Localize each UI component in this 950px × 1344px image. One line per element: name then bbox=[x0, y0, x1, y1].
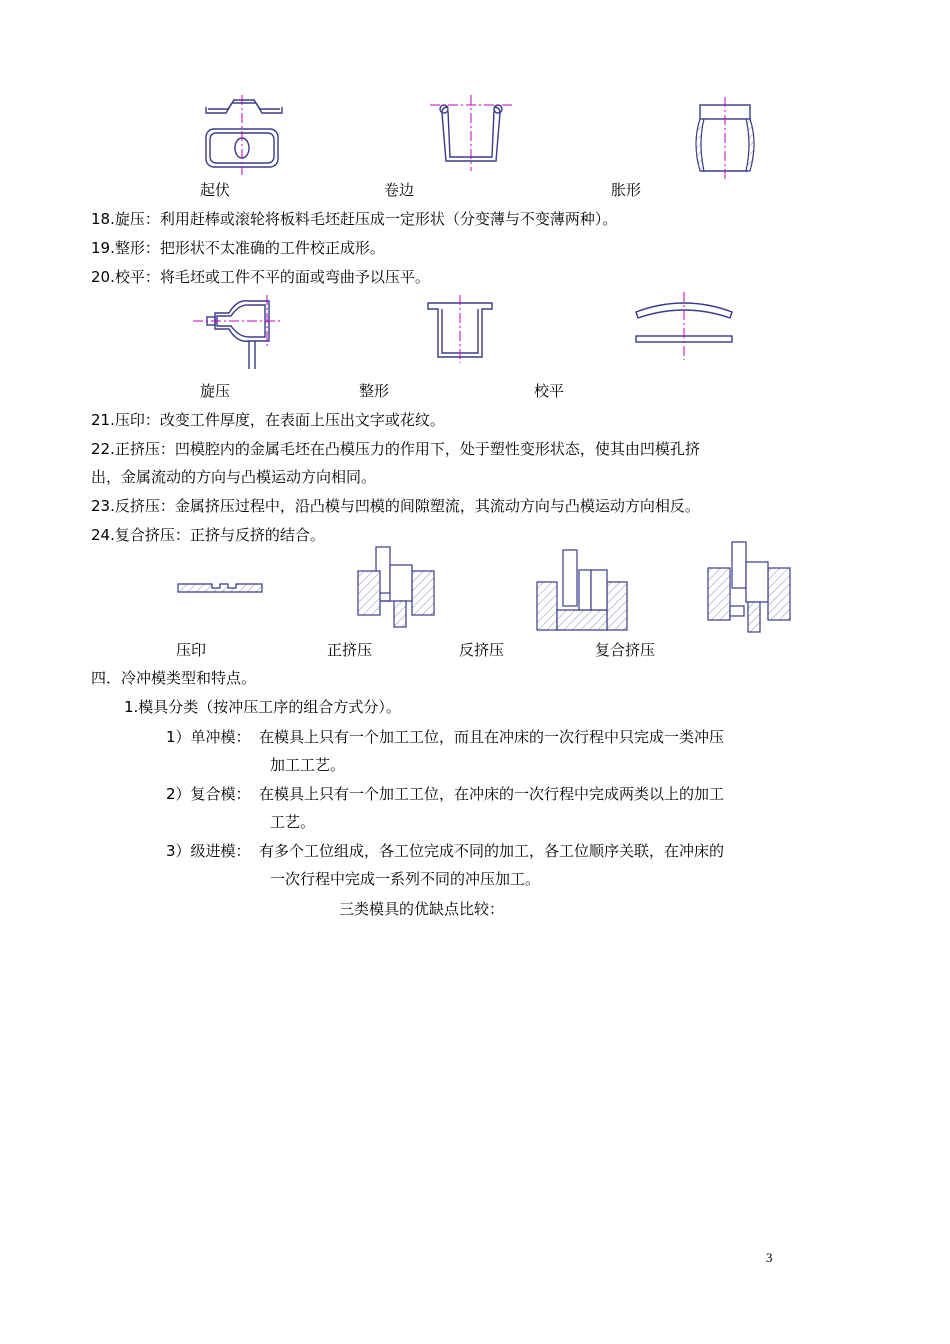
item-23-backward-extrusion: 23.反挤压：金属挤压过程中，沿凸模与凹模的间隙塑流，其流动方向与凸模运动方向相反。 bbox=[91, 497, 700, 515]
list-item-1-label: 1）单冲模： bbox=[166, 728, 251, 746]
caption-forward-extrusion: 正挤压 bbox=[327, 641, 373, 659]
list-item-2-line2: 工艺。 bbox=[270, 813, 316, 831]
item-22-forward-extrusion-line1: 22.正挤压：凹模腔内的金属毛坯在凸模压力的作用下，处于塑性变形状态，使其由凹模孔挤 bbox=[91, 440, 700, 458]
caption-combined-extrusion: 复合挤压 bbox=[595, 641, 656, 659]
item-18-spinning: 18.旋压：利用赶棒或滚轮将板料毛坯赶压成一定形状（分变薄与不变薄两种）。 bbox=[91, 210, 618, 228]
coining-diagram bbox=[176, 578, 266, 598]
caption-spinning: 旋压 bbox=[200, 382, 231, 400]
list-item-2-label: 2）复合模： bbox=[166, 785, 251, 803]
caption-curling: 卷边 bbox=[384, 181, 415, 199]
caption-backward-extrusion: 反挤压 bbox=[459, 641, 505, 659]
item-21-coining: 21.压印：改变工件厚度，在表面上压出文字或花纹。 bbox=[91, 411, 445, 429]
caption-flattening: 校平 bbox=[534, 382, 565, 400]
flattening-diagram bbox=[630, 292, 740, 362]
item-20-flattening: 20.校平：将毛坯或工件不平的面或弯曲予以压平。 bbox=[91, 268, 430, 286]
forward-extrusion-diagram bbox=[356, 545, 436, 630]
list-item-3-line2: 一次行程中完成一系列不同的冲压加工。 bbox=[270, 870, 541, 888]
spinning-diagram bbox=[193, 295, 283, 375]
caption-coining: 压印 bbox=[176, 641, 207, 659]
bulging-diagram bbox=[690, 95, 770, 180]
backward-extrusion-diagram bbox=[535, 548, 630, 633]
combined-extrusion-diagram bbox=[706, 540, 796, 635]
item-24-combined-extrusion: 24.复合挤压：正挤与反挤的结合。 bbox=[91, 526, 325, 544]
list-item-2-line1: 在模具上只有一个加工工位，在冲床的一次行程中完成两类以上的加工 bbox=[259, 785, 725, 803]
comparison-title: 三类模具的优缺点比较： bbox=[339, 900, 505, 918]
item-22-forward-extrusion-line2: 出，金属流动的方向与凸模运动方向相同。 bbox=[91, 468, 377, 486]
curling-diagram bbox=[430, 95, 520, 175]
section-4-heading: 四．冷冲模类型和特点。 bbox=[91, 669, 257, 687]
list-item-1-line1: 在模具上只有一个加工工位，而且在冲床的一次行程中只完成一类冲压 bbox=[259, 728, 725, 746]
page-number: 3 bbox=[766, 1250, 773, 1265]
list-item-3-label: 3）级进模： bbox=[166, 842, 251, 860]
sizing-diagram bbox=[424, 295, 504, 365]
list-item-1-line2: 加工工艺。 bbox=[270, 756, 346, 774]
caption-sizing: 整形 bbox=[359, 382, 390, 400]
item-19-sizing: 19.整形：把形状不太准确的工件校正成形。 bbox=[91, 239, 385, 257]
caption-undulation: 起伏 bbox=[200, 181, 231, 199]
caption-bulging: 胀形 bbox=[611, 181, 642, 199]
list-item-3-line1: 有多个工位组成，各工位完成不同的加工，各工位顺序关联，在冲床的 bbox=[259, 842, 725, 860]
subsection-1-heading: 1.模具分类（按冲压工序的组合方式分）。 bbox=[124, 698, 401, 716]
undulation-diagram bbox=[200, 95, 290, 175]
